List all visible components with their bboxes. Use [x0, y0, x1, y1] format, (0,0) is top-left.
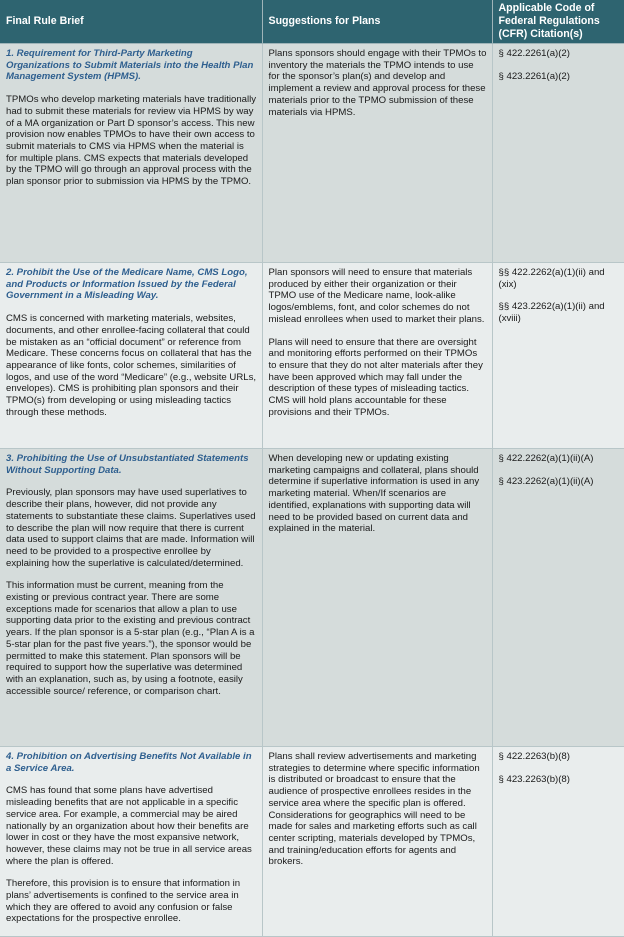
- header-final-rule-brief: Final Rule Brief: [0, 0, 262, 44]
- cfr-cell: [492, 263, 624, 449]
- suggestion-paragraph: Plans shall review advertisements and marketing strategies to determine where specific information is distributed or broadcast to ensure that the audience of prospective enrollees resides in the service area where the specific plan is offered. Considerations for geographics will need to be made for sales and marketing efforts such as call center scripting, materials developed by TPMOs, and training/education efforts for agents and brokers.: [268, 751, 480, 868]
- brief-paragraph: CMS has found that some plans have advertised misleading benefits that are not applicable in a specific service area. For example, a commercial may be aired nationally by an organization about how their benefits are lower in cost or they have the most expansive network, however, these claims may not be true in all service areas where the plan is offered.: [6, 785, 252, 867]
- cfr-cell: [492, 449, 624, 747]
- rule-heading: 1. Requirement for Third-Party Marketing Organizations to Submit Materials into the Health Plan Management System (HPMS).: [6, 48, 254, 83]
- cfr-citation: § 422.2263(b)(8): [498, 751, 570, 762]
- brief-cell: [0, 44, 262, 263]
- suggestions-cell: [262, 263, 492, 449]
- cfr-citation: § 422.2262(a)(1)(ii)(A): [498, 453, 594, 464]
- cfr-citation: § 423.2261(a)(2): [498, 70, 570, 82]
- cfr-citation: § 423.2262(a)(1)(ii)(A): [498, 475, 594, 487]
- table-header-row: [0, 0, 624, 44]
- suggestion-paragraph: Plan sponsors will need to ensure that materials produced by either their organization or their TPMO use of the Medicare name, look-alike logos/emblems, font, and color schemes do not mislead enrollees when used to market their plans.: [268, 267, 485, 325]
- rule-heading: 2. Prohibit the Use of the Medicare Name, CMS Logo, and Products or Information Issued by the Federal Government in a Misleading Way.: [6, 267, 248, 302]
- table-row: [0, 449, 624, 747]
- suggestions-cell: [262, 449, 492, 747]
- brief-paragraph: TPMOs who develop marketing materials have traditionally had to submit these materials for review via HPMS by way of a MA organization or Part D sponsor’s access. This new provision now enables TPMOs to have their own access to submit materials to CMS via HPMS when the material is for multiple plans. CMS expects that materials developed by the TPMO will go through an approval process with the plan sponsor prior to submission via HPMS by the TPMO.: [6, 94, 257, 188]
- cfr-citation: §§ 423.2262(a)(1)(ii) and (xviii): [498, 301, 605, 325]
- brief-cell: [0, 263, 262, 449]
- brief-cell: [0, 747, 262, 937]
- table-row: [0, 44, 624, 263]
- table-row: [0, 747, 624, 937]
- suggestions-cell: [262, 747, 492, 937]
- suggestion-paragraph: When developing new or updating existing marketing campaigns and collateral, plans should determine if superlative information is used in any marketing material. When/If scenarios are identified, explanations with supporting data will need to be provided based on current data and explained in the material.: [268, 453, 480, 535]
- header-suggestions-for-plans: Suggestions for Plans: [262, 0, 492, 44]
- cfr-citation: § 423.2263(b)(8): [498, 773, 570, 785]
- brief-cell: [0, 449, 262, 747]
- brief-paragraph: Previously, plan sponsors may have used superlatives to describe their plans, however, did not provide any statements to substantiate these claims. Superlatives used to describe the plan will now require that there is current data used to support claims that are made. Information will need to be provided to a prospective enrollee by explaining how the superlative is calculated/determined.: [6, 487, 256, 569]
- brief-paragraph: This information must be current, meaning from the existing or previous contract year. There are some exceptions made for scenarios that allow a plan to use supporting data prior to the existing and previous contract years. If the plan sponsor is a 5-star plan (e.g., “Plan A is a 5-star plan for the past five years.”), the sponsor would be permitted to make this statement. Plan sponsors will be required to support how the superlative was determined with an explanation, such as, by using a footnote, easily accessible source/ reference, or comparison chart.: [6, 580, 255, 697]
- rule-heading: 4. Prohibition on Advertising Benefits Not Available in a Service Area.: [6, 751, 252, 774]
- cfr-cell: [492, 747, 624, 937]
- brief-paragraph: Therefore, this provision is to ensure that information in plans’ advertisements is confined to the service area in which they are offered to avoid any confusion or false expectations for the prospective enrollee.: [6, 878, 241, 925]
- cfr-citation: §§ 422.2262(a)(1)(ii) and (xix): [498, 267, 605, 290]
- table-row: [0, 263, 624, 449]
- suggestions-cell: [262, 44, 492, 263]
- suggestion-paragraph: Plans sponsors should engage with their TPMOs to inventory the materials the TPMO intends to use for the sponsor’s plan(s) and develop and implement a review and approval process for these materials prior to the TPMO submission of these materials via HPMS.: [268, 48, 487, 118]
- brief-paragraph: CMS is concerned with marketing materials, websites, documents, and other enrollee-facing collateral that could be mistaken as an “official document” or reference from Medicare. These concerns focus on collateral that has the appearance of like fonts, color schemes, similarities of logos, and use of the word “Medicare” (e.g., website URLs, envelopes). CMS is prohibiting plan sponsors and their TPMO(s) from developing or using misleading tactics through these methods.: [6, 313, 257, 418]
- header-cfr-citations: Applicable Code of Federal Regulations (CFR) Citation(s): [492, 0, 624, 44]
- cfr-cell: [492, 44, 624, 263]
- cfr-citation: § 422.2261(a)(2): [498, 48, 570, 59]
- suggestion-paragraph: Plans will need to ensure that there are oversight and monitoring efforts performed on their TPMOs to ensure that they do not alter materials after they have been approved which may fall under the description of these types of misleading tactics. CMS will hold plans accountable for these provisions and their TPMOs.: [268, 336, 483, 418]
- rule-heading: 3. Prohibiting the Use of Unsubstantiated Statements Without Supporting Data.: [6, 453, 249, 476]
